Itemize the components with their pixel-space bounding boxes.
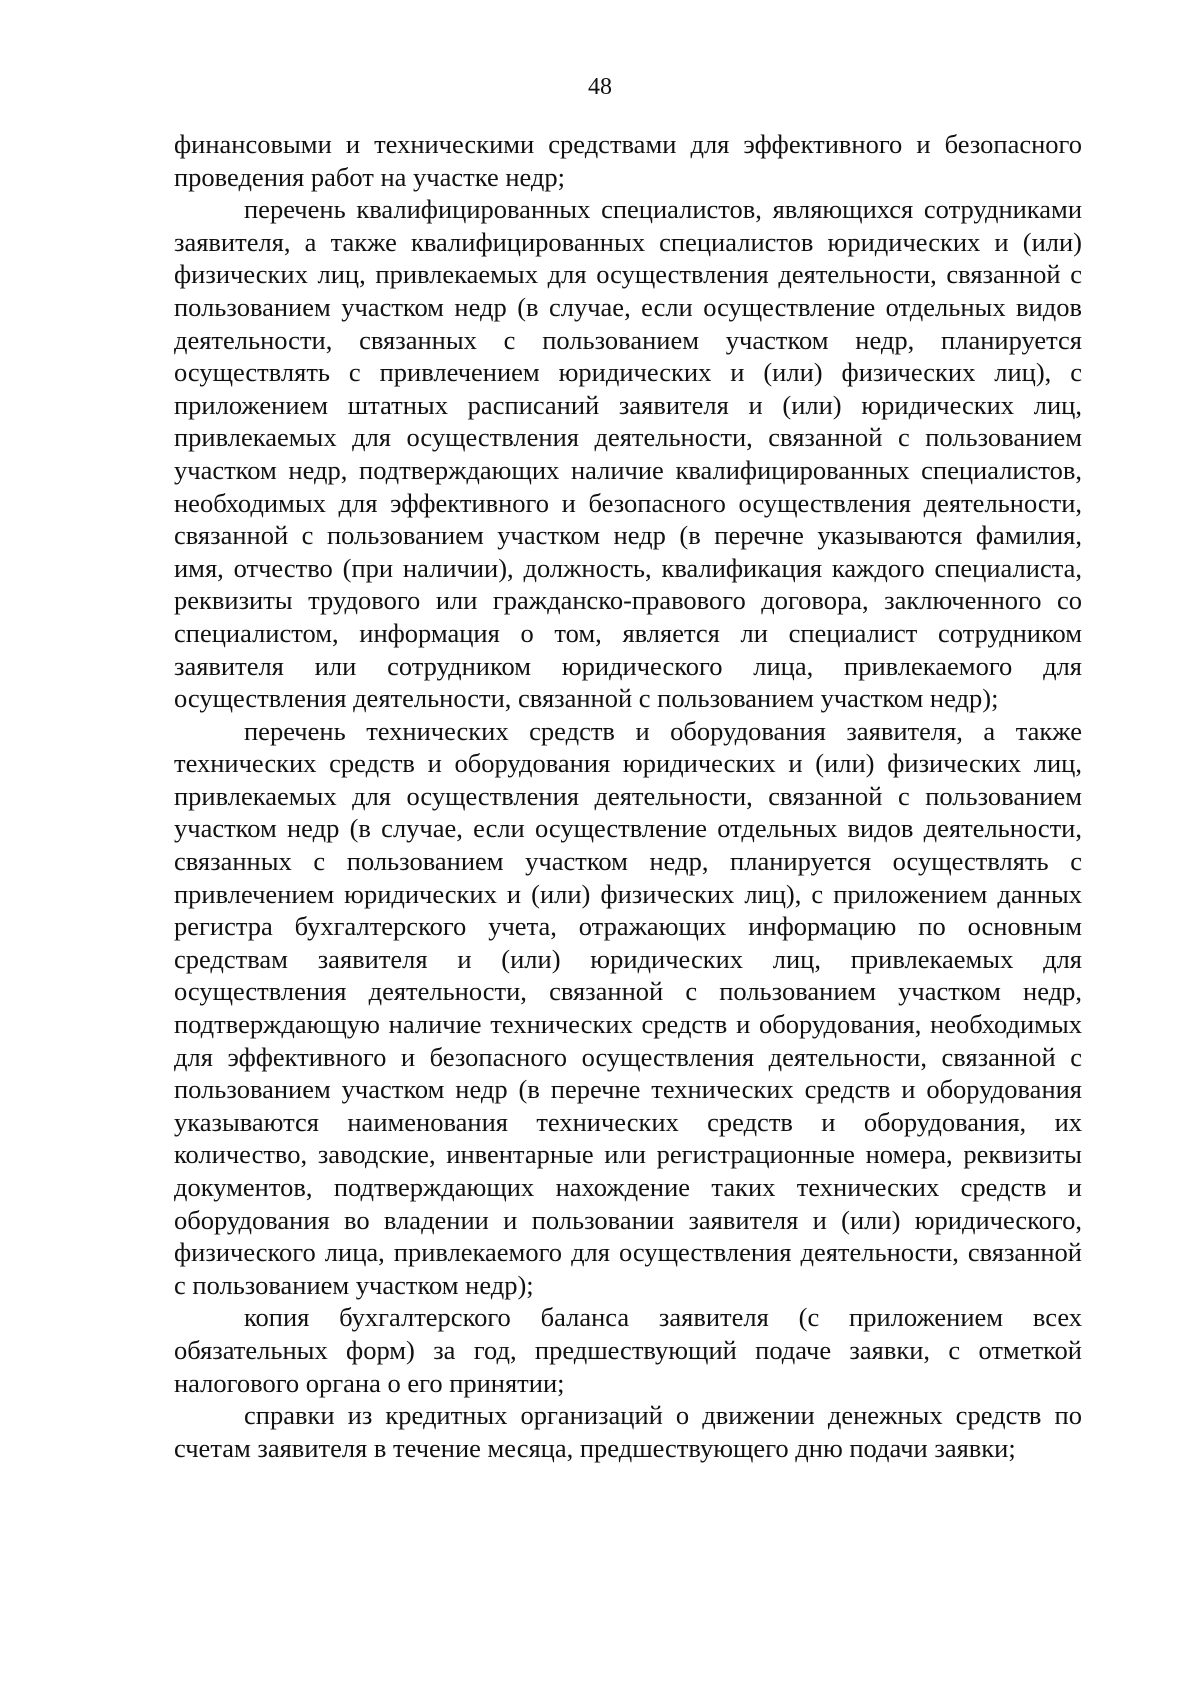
- page-number: 48: [588, 74, 612, 100]
- paragraph-continuation: финансовыми и техническими средствами для эффективного и безопасного проведения работ на участке недр;: [174, 129, 1082, 192]
- paragraph-bank-statements: справки из кредитных организаций о движении денежных средств по счетам заявителя в течение месяца, предшествующего дню подачи заявки;: [174, 1400, 1082, 1463]
- document-body: [174, 128, 1082, 1464]
- paragraph-balance-sheet: копия бухгалтерского баланса заявителя (с приложением всех обязательных форм) за год, предшествующий подаче заявки, с отметкой налогового органа о его принятии;: [174, 1302, 1082, 1398]
- paragraph-equipment-list: перечень технических средств и оборудования заявителя, а также технических средств и оборудования юридических и (или) физических лиц, привлекаемых для осуществления деятельности, связанной с пользованием участком недр (в случае, если осуществление отдельных видов деятельности, связанных с пользованием участком недр, планируется осуществлять с привлечением юридических и (или) физических лиц), с приложением данных регистра бухгалтерского учета, отражающих информацию по основным средствам заявителя и (или) юридических лиц, привлекаемых для осуществления деятельности, связанной с пользованием участком недр, подтверждающую наличие технических средств и оборудования, необходимых для эффективного и безопасного осуществления деятельности, связанной с пользованием участком недр (в перечне технических средств и оборудования указываются наименования технических средств и оборудования, их количество, заводские, инвентарные или регистрационные номера, реквизиты документов, подтверждающих нахождение таких технических средств и оборудования во владении и пользовании заявителя и (или) юридического, физического лица, привлекаемого для осуществления деятельности, связанной с пользованием участком недр);: [174, 715, 1082, 1300]
- paragraph-specialists-list: перечень квалифицированных специалистов, являющихся сотрудниками заявителя, а также квалифицированных специалистов юридических и (или) физических лиц, привлекаемых для осуществления деятельности, связанной с пользованием участком недр (в случае, если осуществление отдельных видов деятельности, связанных с пользованием участком недр, планируется осуществлять с привлечением юридических и (или) физических лиц), с приложением штатных расписаний заявителя и (или) юридических лиц, привлекаемых для осуществления деятельности, связанной с пользованием участком недр, подтверждающих наличие квалифицированных специалистов, необходимых для эффективного и безопасного осуществления деятельности, связанной с пользованием участком недр (в перечне указываются фамилия, имя, отчество (при наличии), должность, квалификация каждого специалиста, реквизиты трудового или гражданско-правового договора, заключенного со специалистом, информация о том, является ли специалист сотрудником заявителя или сотрудником юридического лица, привлекаемого для осуществления деятельности, связанной с пользованием участком недр);: [174, 194, 1082, 714]
